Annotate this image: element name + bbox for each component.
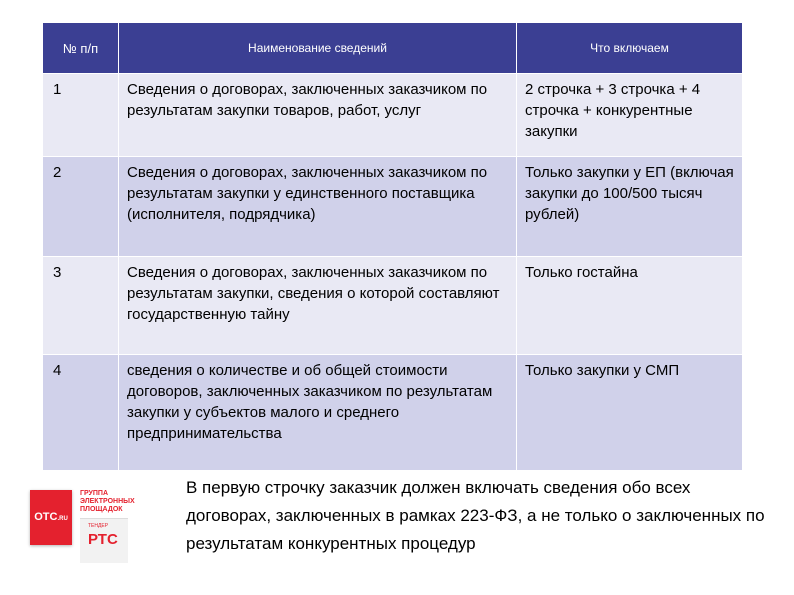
rts-caption: ТЕНДЕР	[88, 523, 109, 529]
row-num: 1	[43, 74, 119, 157]
otc-logo: ОТС.RU	[30, 490, 72, 545]
row-num: 2	[43, 157, 119, 257]
table-row	[43, 74, 743, 157]
group-caption: ГРУППА ЭЛЕКТРОННЫХ ПЛОЩАДОК	[80, 490, 135, 513]
header-num: № п/п	[43, 23, 119, 74]
row-include: Только закупки у ЕП (включая закупки до 100/500 тысяч рублей)	[517, 157, 743, 257]
company-logo	[30, 490, 160, 570]
row-include: Только гостайна	[517, 257, 743, 355]
contracts-info-table	[42, 22, 743, 471]
row-name: Сведения о договорах, заключенных заказчиком по результатам закупки товаров, работ, услуг	[119, 74, 517, 157]
row-include: Только закупки у СМП	[517, 355, 743, 471]
rts-logo	[80, 518, 128, 563]
row-name: сведения о количестве и об общей стоимости договоров, заключенных заказчиком по результатам закупки у субъектов малого и среднего предпринимательства	[119, 355, 517, 471]
row-num: 3	[43, 257, 119, 355]
header-include: Что включаем	[517, 23, 743, 74]
table-header-row	[43, 23, 743, 74]
table-row	[43, 257, 743, 355]
row-name: Сведения о договорах, заключенных заказчиком по результатам закупки, сведения о которой составляют государственную тайну	[119, 257, 517, 355]
header-name: Наименование сведений	[119, 23, 517, 74]
row-num: 4	[43, 355, 119, 471]
rts-wordmark: РТС	[88, 531, 118, 548]
table-row	[43, 157, 743, 257]
row-include: 2 строчка + 3 строчка + 4 строчка + конкурентные закупки	[517, 74, 743, 157]
footnote-text: В первую строчку заказчик должен включать сведения обо всех договорах, заключенных в рамках 223-ФЗ, а не только о заключенных по результатам конкурентных процедур	[186, 478, 765, 553]
row-name: Сведения о договорах, заключенных заказчиком по результатам закупки у единственного поставщика (исполнителя, подрядчика)	[119, 157, 517, 257]
table-row	[43, 355, 743, 471]
